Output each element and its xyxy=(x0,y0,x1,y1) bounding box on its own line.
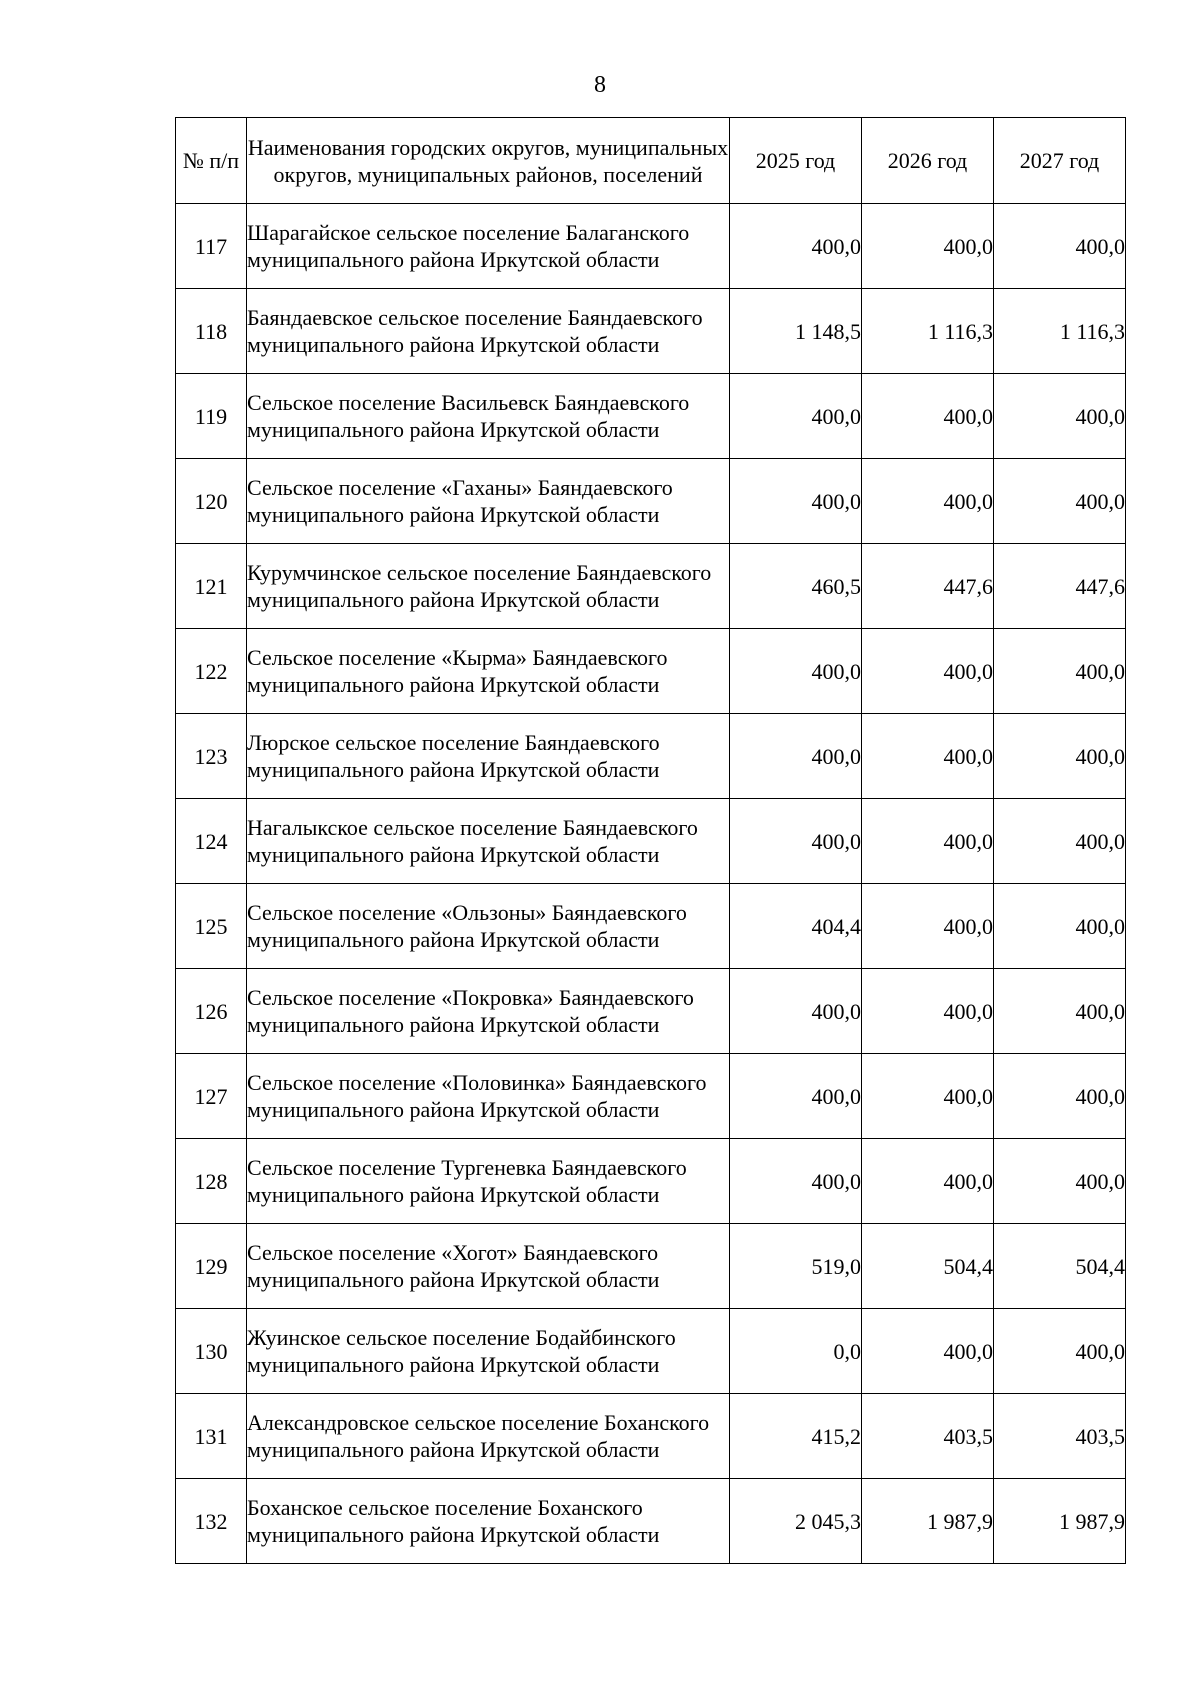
value-2025-cell: 400,0 xyxy=(730,969,862,1054)
row-number-cell: 117 xyxy=(176,204,247,289)
value-2026-cell: 400,0 xyxy=(862,629,994,714)
municipality-name-cell: Сельское поселение «Хогот» Баяндаевского муниципального района Иркутской области xyxy=(247,1224,730,1309)
value-2026-cell: 400,0 xyxy=(862,374,994,459)
row-number-cell: 120 xyxy=(176,459,247,544)
value-2027-cell: 400,0 xyxy=(994,204,1126,289)
table-row xyxy=(176,1139,1126,1224)
value-2027-cell: 400,0 xyxy=(994,969,1126,1054)
value-2027-cell: 400,0 xyxy=(994,629,1126,714)
row-number-cell: 121 xyxy=(176,544,247,629)
value-2025-cell: 400,0 xyxy=(730,714,862,799)
value-2027-cell: 1 987,9 xyxy=(994,1479,1126,1564)
municipality-name-cell: Сельское поселение «Покровка» Баяндаевского муниципального района Иркутской области xyxy=(247,969,730,1054)
municipality-name-cell: Курумчинское сельское поселение Баяндаевского муниципального района Иркутской области xyxy=(247,544,730,629)
value-2026-cell: 504,4 xyxy=(862,1224,994,1309)
value-2026-cell: 1 116,3 xyxy=(862,289,994,374)
row-number-cell: 119 xyxy=(176,374,247,459)
table-row xyxy=(176,1309,1126,1394)
value-2026-cell: 400,0 xyxy=(862,459,994,544)
table-body xyxy=(176,204,1126,1564)
value-2025-cell: 404,4 xyxy=(730,884,862,969)
value-2027-cell: 400,0 xyxy=(994,714,1126,799)
municipality-name-cell: Шарагайское сельское поселение Балаганского муниципального района Иркутской области xyxy=(247,204,730,289)
value-2026-cell: 400,0 xyxy=(862,1054,994,1139)
row-number-cell: 123 xyxy=(176,714,247,799)
value-2026-cell: 400,0 xyxy=(862,204,994,289)
page-number: 8 xyxy=(594,72,606,98)
municipality-name-cell: Баяндаевское сельское поселение Баяндаевского муниципального района Иркутской области xyxy=(247,289,730,374)
value-2025-cell: 1 148,5 xyxy=(730,289,862,374)
header-2025: 2025 год xyxy=(730,118,862,204)
municipality-name-cell: Боханское сельское поселение Боханского муниципального района Иркутской области xyxy=(247,1479,730,1564)
value-2025-cell: 2 045,3 xyxy=(730,1479,862,1564)
table-row xyxy=(176,544,1126,629)
header-name: Наименования городских округов, муниципальных округов, муниципальных районов, поселений xyxy=(247,118,730,204)
value-2026-cell: 1 987,9 xyxy=(862,1479,994,1564)
table-row xyxy=(176,1054,1126,1139)
table-row xyxy=(176,204,1126,289)
value-2026-cell: 400,0 xyxy=(862,1139,994,1224)
value-2026-cell: 400,0 xyxy=(862,969,994,1054)
row-number-cell: 118 xyxy=(176,289,247,374)
row-number-cell: 126 xyxy=(176,969,247,1054)
value-2026-cell: 400,0 xyxy=(862,714,994,799)
value-2025-cell: 519,0 xyxy=(730,1224,862,1309)
municipality-name-cell: Сельское поселение Васильевск Баяндаевского муниципального района Иркутской области xyxy=(247,374,730,459)
municipality-name-cell: Александровское сельское поселение Боханского муниципального района Иркутской области xyxy=(247,1394,730,1479)
header-2027: 2027 год xyxy=(994,118,1126,204)
value-2026-cell: 447,6 xyxy=(862,544,994,629)
table-row xyxy=(176,1224,1126,1309)
value-2027-cell: 400,0 xyxy=(994,884,1126,969)
value-2027-cell: 400,0 xyxy=(994,459,1126,544)
municipality-name-cell: Сельское поселение «Половинка» Баяндаевского муниципального района Иркутской области xyxy=(247,1054,730,1139)
value-2025-cell: 0,0 xyxy=(730,1309,862,1394)
table-row xyxy=(176,714,1126,799)
table-row xyxy=(176,799,1126,884)
municipality-name-cell: Сельское поселение «Кырма» Баяндаевского муниципального района Иркутской области xyxy=(247,629,730,714)
value-2027-cell: 1 116,3 xyxy=(994,289,1126,374)
header-2026: 2026 год xyxy=(862,118,994,204)
row-number-cell: 127 xyxy=(176,1054,247,1139)
row-number-cell: 130 xyxy=(176,1309,247,1394)
value-2025-cell: 400,0 xyxy=(730,799,862,884)
table-row xyxy=(176,374,1126,459)
table-row xyxy=(176,884,1126,969)
row-number-cell: 124 xyxy=(176,799,247,884)
value-2025-cell: 400,0 xyxy=(730,1139,862,1224)
value-2026-cell: 400,0 xyxy=(862,884,994,969)
table-row xyxy=(176,1394,1126,1479)
row-number-cell: 131 xyxy=(176,1394,247,1479)
value-2027-cell: 400,0 xyxy=(994,1139,1126,1224)
table-row xyxy=(176,969,1126,1054)
table-row xyxy=(176,289,1126,374)
value-2027-cell: 403,5 xyxy=(994,1394,1126,1479)
value-2025-cell: 400,0 xyxy=(730,204,862,289)
municipality-name-cell: Люрское сельское поселение Баяндаевского муниципального района Иркутской области xyxy=(247,714,730,799)
value-2026-cell: 400,0 xyxy=(862,1309,994,1394)
budget-table xyxy=(175,117,1126,1564)
value-2025-cell: 400,0 xyxy=(730,459,862,544)
header-num: № п/п xyxy=(176,118,247,204)
value-2027-cell: 400,0 xyxy=(994,1309,1126,1394)
municipality-name-cell: Нагалыкское сельское поселение Баяндаевского муниципального района Иркутской области xyxy=(247,799,730,884)
value-2027-cell: 400,0 xyxy=(994,799,1126,884)
municipality-name-cell: Жуинское сельское поселение Бодайбинского муниципального района Иркутской области xyxy=(247,1309,730,1394)
row-number-cell: 128 xyxy=(176,1139,247,1224)
value-2027-cell: 400,0 xyxy=(994,1054,1126,1139)
row-number-cell: 129 xyxy=(176,1224,247,1309)
row-number-cell: 125 xyxy=(176,884,247,969)
municipality-name-cell: Сельское поселение «Ользоны» Баяндаевского муниципального района Иркутской области xyxy=(247,884,730,969)
value-2027-cell: 447,6 xyxy=(994,544,1126,629)
table-row xyxy=(176,459,1126,544)
table-row xyxy=(176,1479,1126,1564)
value-2025-cell: 415,2 xyxy=(730,1394,862,1479)
value-2027-cell: 400,0 xyxy=(994,374,1126,459)
value-2025-cell: 460,5 xyxy=(730,544,862,629)
municipality-name-cell: Сельское поселение «Гаханы» Баяндаевского муниципального района Иркутской области xyxy=(247,459,730,544)
value-2025-cell: 400,0 xyxy=(730,1054,862,1139)
value-2027-cell: 504,4 xyxy=(994,1224,1126,1309)
table-row xyxy=(176,629,1126,714)
value-2026-cell: 400,0 xyxy=(862,799,994,884)
row-number-cell: 132 xyxy=(176,1479,247,1564)
value-2026-cell: 403,5 xyxy=(862,1394,994,1479)
value-2025-cell: 400,0 xyxy=(730,374,862,459)
municipality-name-cell: Сельское поселение Тургеневка Баяндаевского муниципального района Иркутской области xyxy=(247,1139,730,1224)
header-row xyxy=(176,118,1126,204)
value-2025-cell: 400,0 xyxy=(730,629,862,714)
row-number-cell: 122 xyxy=(176,629,247,714)
